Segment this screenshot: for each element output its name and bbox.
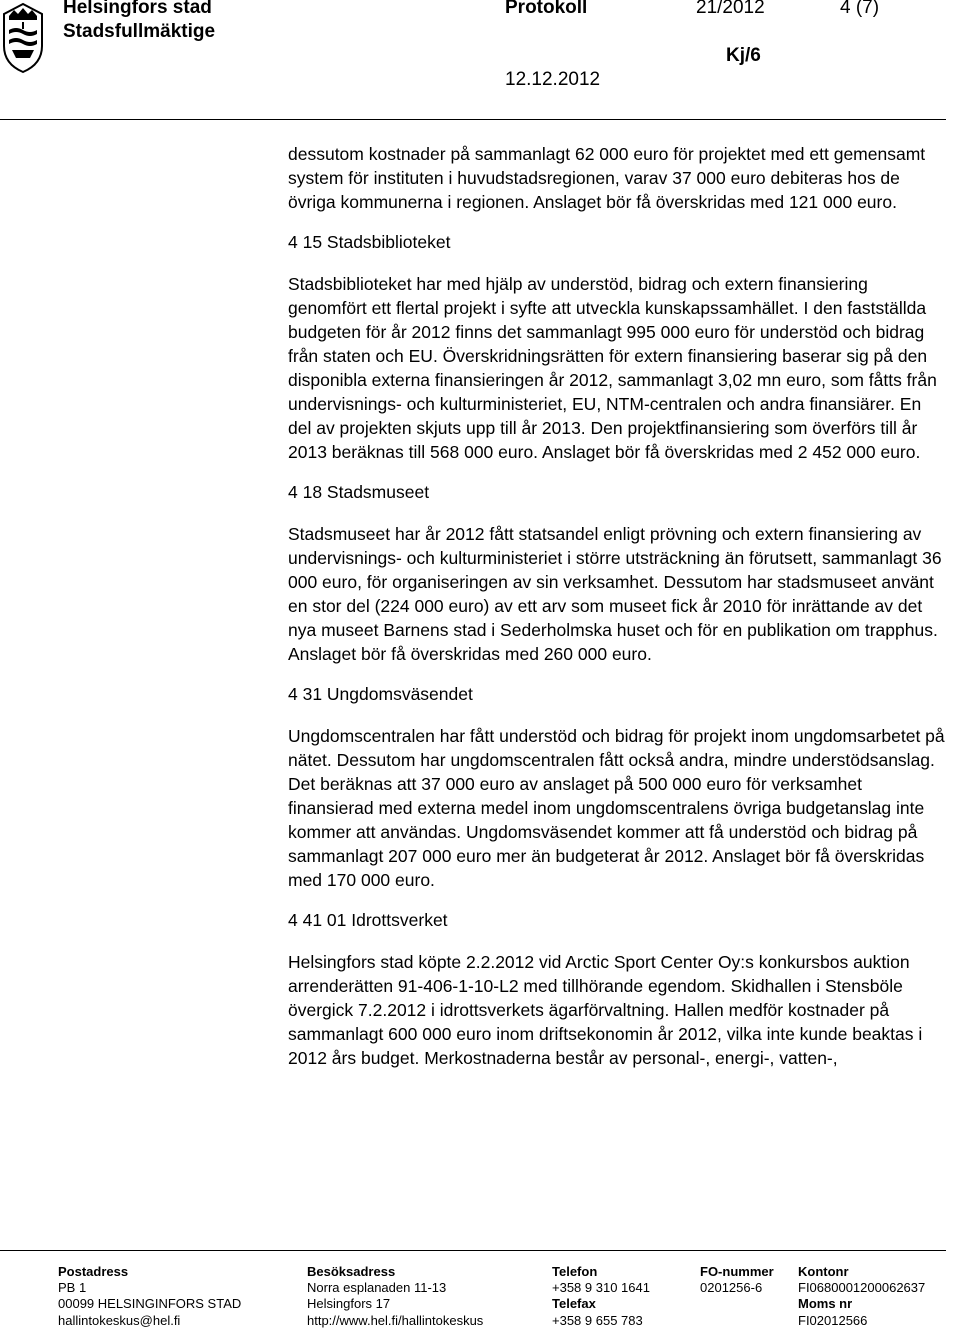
- footer-kontonr: [798, 1264, 925, 1329]
- header-page-number: 4 (7): [840, 0, 880, 18]
- section-text-idrottsverket: Helsingfors stad köpte 2.2.2012 vid Arctic Sport Center Oy:s konkursbos auktion arrenderätten 91-406-1-10-L2 med tillhörande egendom. Skidhallen i Stensböle övergick 7.2.2012 i idrottsverkets ägarförvaltning. Hallen medför kostnader på sammanlagt 600 000 euro inom driftsekonomin år 2012, vilka inte kunde beaktas i 2012 års budget. Merkostnaderna består av personal-, energi-, vatten-,: [288, 952, 923, 1068]
- section-text-stadsbiblioteket: Stadsbiblioteket har med hjälp av understöd, bidrag och extern finansiering genomfört ett flertal projekt i syfte att utveckla kunskapssamhället. I den fastställda budgeten för år 2012 finns det sammanlagt 995 000 euro för understöd och bidrag från staten och EU. Överskridningsrätten för extern finansiering baserar sig på den disponibla externa finansieringen år 2012, sammanlagt 3,02 mn euro, som fåtts från undervisnings- och kulturministeriet, EU, NTM-centralen och andra finansiärer. En del av projekten skjuts upp till år 2013. Den projektfinansiering som överförs till år 2013 beräknas till 568 000 euro. Anslaget bör få överskridas med 2 452 000 euro.: [288, 274, 937, 462]
- intro-paragraph: dessutom kostnader på sammanlagt 62 000 euro för projektet med ett gemensamt system för instituten i huvudstadsregionen, varav 37 000 euro debiteras hos de övriga kommunerna i regionen. Anslaget bör få överskridas med 121 000 euro.: [288, 144, 926, 212]
- footer-telefon: [552, 1264, 650, 1329]
- footer-telefon-label: Telefon: [552, 1264, 598, 1279]
- footer-website-link[interactable]: http://www.hel.fi/hallintokeskus: [307, 1312, 484, 1328]
- footer-besok-label: Besöksadress: [307, 1264, 396, 1279]
- footer-momsnr-label: Moms nr: [798, 1296, 853, 1312]
- header-body: Stadsfullmäktige: [63, 21, 216, 42]
- header-date: 12.12.2012: [505, 69, 601, 90]
- section-text-ungdomsvasendet: Ungdomscentralen har fått understöd och bidrag för projekt inom ungdomsarbetet på nätet. Dessutom har ungdomscentralen fått också andra, mindre understödsanslag. Det beräknas att 37 000 euro av anslaget på 500 000 euro för verksamhet finansierad med externa medel inom ungdomscentralens övriga budgetanslag inte kommer att användas. Ungdomsväsendet kommer att få understöd och bidrag på sammanlagt 207 000 euro mer än budgeterat år 2012. Anslaget bör få överskridas med 170 000 euro.: [288, 726, 945, 890]
- section-heading-ungdomsvasendet: 4 31 Ungdomsväsendet: [288, 684, 473, 704]
- footer-besok-line1: Norra esplanaden 11-13: [307, 1280, 447, 1296]
- section-heading-stadsbiblioteket: 4 15 Stadsbiblioteket: [288, 232, 451, 252]
- footer-besoksadress: [307, 1264, 483, 1329]
- footer-besok-line2: Helsingfors 17: [307, 1296, 391, 1312]
- section-text-stadsmuseet: Stadsmuseet har år 2012 fått statsandel enligt prövning och extern finansiering av undervisnings- och kulturministeriet i större utsträckning än förutsett, sammanlagt 36 000 euro, för organiseringen av sin verksamhet. Dessutom har stadsmuseet använt en stor del (224 000 euro) av ett arv som museet fick år 2010 för inrättande av det nya museet Barnens stad i Sederholmska huset och för en publikation om trapphus. Anslaget bör få överskridas med 260 000 euro.: [288, 524, 942, 664]
- footer-telefax-value: +358 9 655 783: [552, 1312, 643, 1328]
- header-doc-type: Protokoll: [505, 0, 588, 18]
- footer-postadress: [58, 1264, 241, 1329]
- header-divider: [0, 119, 946, 120]
- footer-kontonr-value: FI0680001200062637: [798, 1280, 926, 1296]
- footer-postadress-line2: 00099 HELSINGINFORS STAD: [58, 1296, 242, 1312]
- footer-divider: [0, 1250, 946, 1251]
- footer-fo-nummer: [700, 1264, 774, 1296]
- footer-postadress-label: Postadress: [58, 1264, 129, 1279]
- section-heading-idrottsverket: 4 41 01 Idrottsverket: [288, 910, 448, 930]
- header-section: Kj/6: [726, 45, 761, 66]
- header-doc-number: 21/2012: [696, 0, 765, 18]
- footer-telefon-value: +358 9 310 1641: [552, 1280, 650, 1296]
- document-body: [288, 142, 946, 1070]
- footer-momsnr-value: FI02012566: [798, 1312, 868, 1328]
- footer-telefax-label: Telefax: [552, 1296, 596, 1312]
- footer-kontonr-label: Kontonr: [798, 1264, 849, 1279]
- footer-postadress-line1: PB 1: [58, 1280, 87, 1296]
- section-heading-stadsmuseet: 4 18 Stadsmuseet: [288, 482, 430, 502]
- header-org: Helsingfors stad: [63, 0, 212, 18]
- footer-email-link[interactable]: hallintokeskus@hel.fi: [58, 1312, 181, 1328]
- footer-fo-label: FO-nummer: [700, 1264, 774, 1279]
- footer-fo-value: 0201256-6: [700, 1280, 763, 1296]
- helsinki-coat-of-arms-logo: [0, 0, 46, 74]
